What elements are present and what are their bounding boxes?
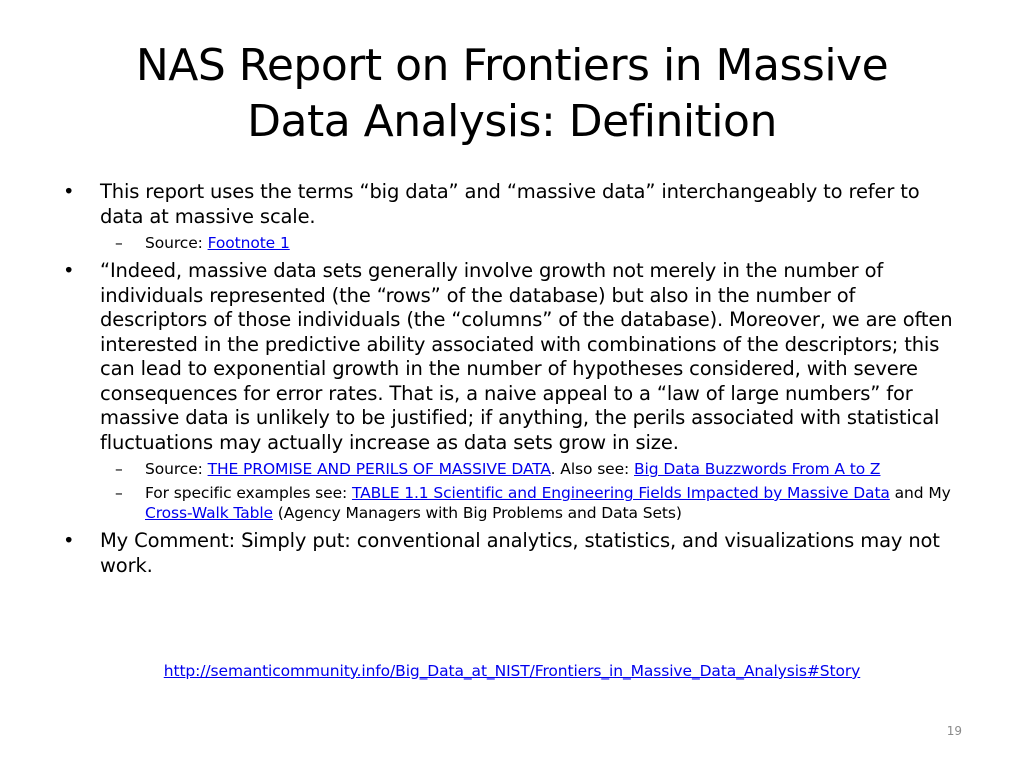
bullet-list [60, 180, 965, 584]
sub-bullet-source-footnote [100, 233, 965, 253]
cross-walk-table-link[interactable]: Cross-Walk Table [145, 504, 273, 522]
big-data-buzzwords-link[interactable]: Big Data Buzzwords From A to Z [634, 460, 881, 478]
bullet-icon: • [63, 529, 75, 552]
slide-title [60, 38, 964, 150]
bullet-item-1 [60, 180, 965, 253]
sub-bullet-prefix: For specific examples see: [145, 484, 352, 502]
bullet-item-2 [60, 259, 965, 523]
title-line-1: NAS Report on Frontiers in Massive [135, 40, 889, 91]
bullet-text: My Comment: Simply put: conventional analytics, statistics, and visualizations may not work. [100, 529, 940, 577]
promise-and-perils-link[interactable]: THE PROMISE AND PERILS OF MASSIVE DATA [207, 460, 551, 478]
dash-icon: – [115, 234, 123, 252]
sub-bullet-middle: and My [889, 484, 951, 502]
sub-bullet-prefix: Source: [145, 234, 208, 252]
sub-bullet-prefix: Source: [145, 460, 208, 478]
source-url-line [0, 662, 1024, 680]
source-url-link[interactable]: http://semanticommunity.info/Big_Data_at_NIST/Frontiers_in_Massive_Data_Analysis#Story [163, 662, 861, 680]
sub-bullet-list [100, 233, 965, 253]
sub-bullet-list [100, 459, 965, 523]
sub-bullet-examples [100, 483, 965, 523]
table-1-1-link[interactable]: TABLE 1.1 Scientific and Engineering Fields Impacted by Massive Data [351, 484, 890, 502]
dash-icon: – [115, 484, 123, 502]
sub-bullet-middle: . Also see: [550, 460, 635, 478]
sub-bullet-source-promise [100, 459, 965, 479]
title-line-2: Data Analysis: Definition [247, 96, 777, 147]
dash-icon: – [115, 460, 123, 478]
bullet-text: “Indeed, massive data sets generally involve growth not merely in the number of individuals represented (the “rows” of the database) but also in the number of descriptors of those individuals (the “columns” of the database). Moreover, we are often interested in the predictive ability associated with combinations of the descriptors; this can lead to exponential growth in the number of hypotheses considered, with severe consequences for error rates. That is, a naive appeal to a “law of large numbers” for massive data is unlikely to be justified; if anything, the perils associated with statistical fluctuations may actually increase as data sets grow in size. [100, 259, 953, 454]
bullet-icon: • [63, 259, 75, 282]
bullet-icon: • [63, 180, 75, 203]
page-number: 19 [946, 724, 962, 738]
bullet-item-3 [60, 529, 965, 578]
bullet-text: This report uses the terms “big data” and “massive data” interchangeably to refer to data at massive scale. [100, 180, 920, 228]
sub-bullet-suffix: (Agency Managers with Big Problems and Data Sets) [272, 504, 682, 522]
footnote-1-link[interactable]: Footnote 1 [207, 234, 290, 252]
